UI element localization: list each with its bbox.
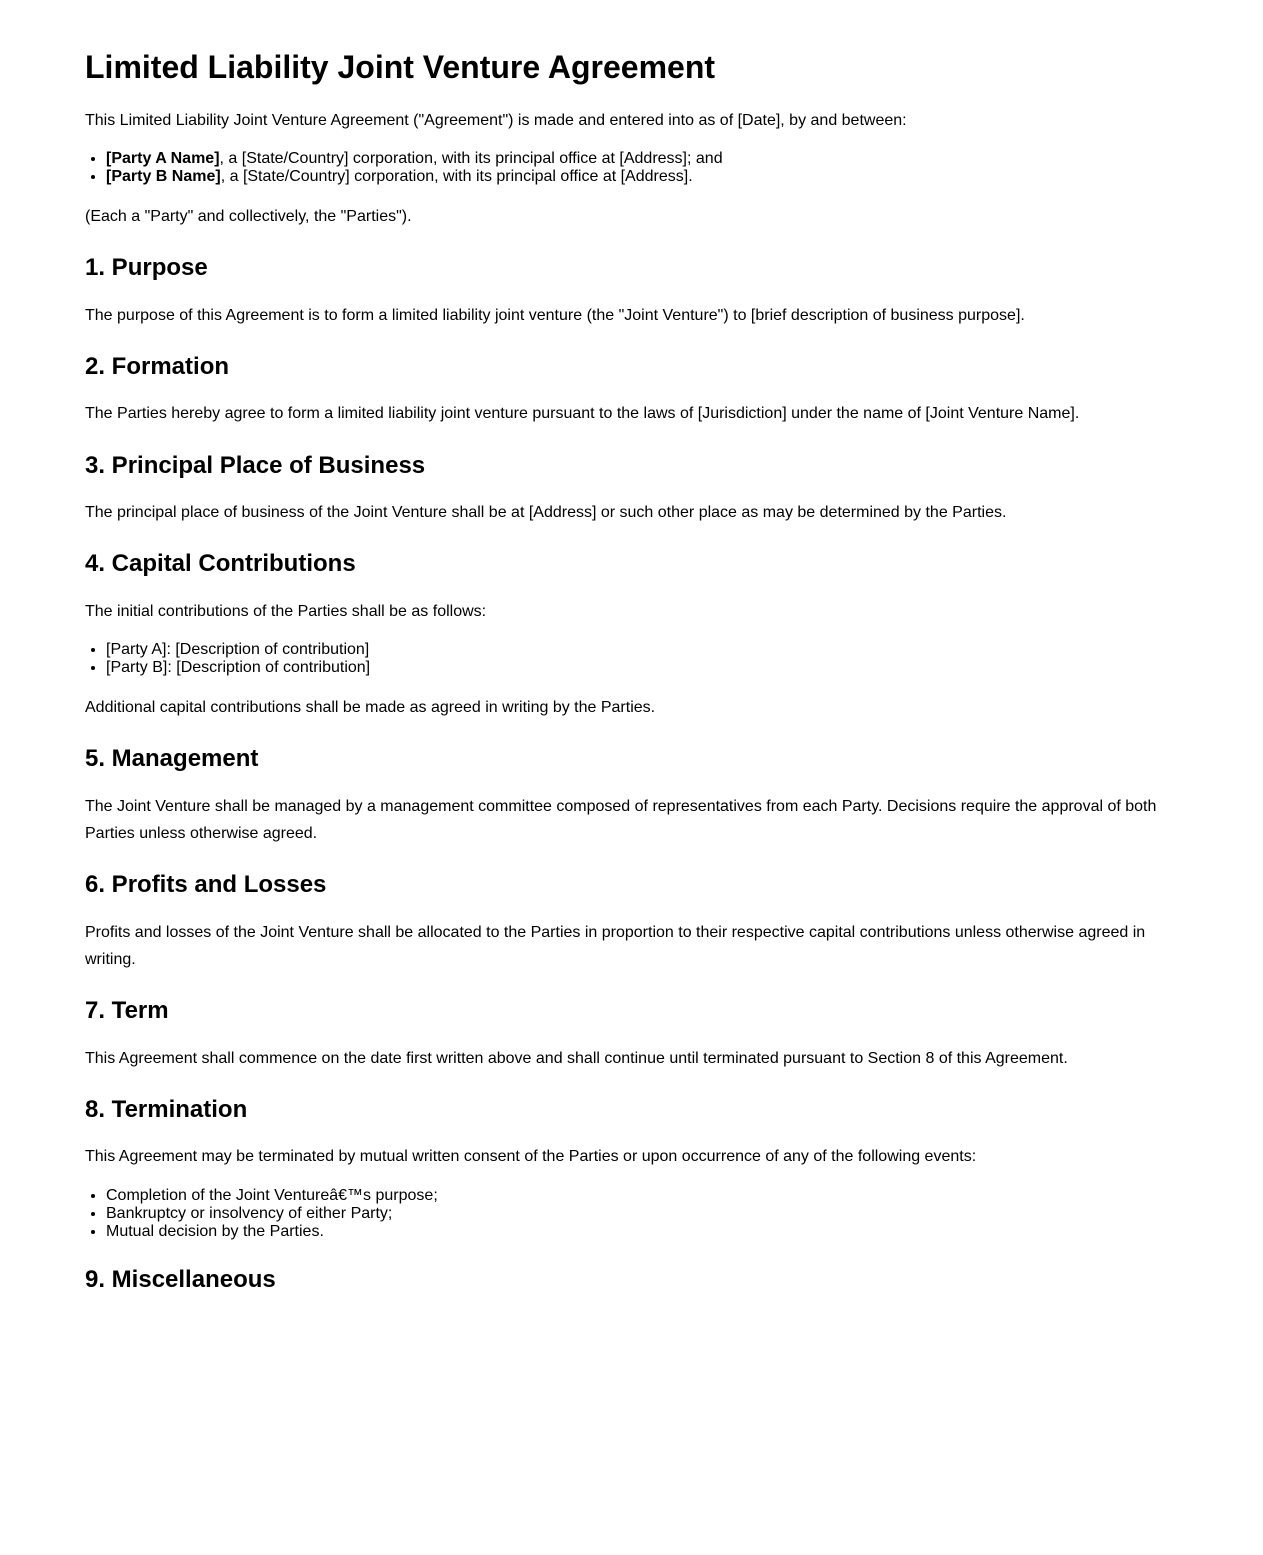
section-paragraph: The purpose of this Agreement is to form a limited liability joint venture (the "Joint Venture") to [brief description of business purpose].	[85, 306, 1025, 324]
intro-paragraph: This Limited Liability Joint Venture Agreement ("Agreement") is made and entered into as of [Date], by and between:	[85, 111, 907, 129]
section-heading: 2. Formation	[85, 352, 230, 380]
parties-note: (Each a "Party" and collectively, the "Parties").	[85, 207, 412, 225]
party-a-description: , a [State/Country] corporation, with its principal office at [Address]; and	[219, 149, 723, 167]
list-item: • Bankruptcy or insolvency of either Party;	[106, 1205, 1178, 1223]
party-item-a	[106, 150, 1178, 168]
section-heading: 7. Term	[85, 996, 169, 1024]
section-paragraph: The Parties hereby agree to form a limited liability joint venture pursuant to the laws of [Jurisdiction] under the name of [Joint Venture Name].	[85, 405, 1080, 423]
parties-list	[85, 150, 1178, 187]
section-heading: 5. Management	[85, 745, 259, 773]
section-list	[85, 1187, 1178, 1242]
party-b-name: [Party B Name]	[106, 168, 221, 186]
list-item: • Mutual decision by the Parties.	[106, 1223, 1178, 1241]
party-item-b	[106, 168, 1178, 186]
list-item: • [Party B]: [Description of contribution]	[106, 659, 1178, 677]
section-heading: 1. Purpose	[85, 253, 208, 281]
list-item: • Completion of the Joint Ventureâ€™s purpose;	[106, 1187, 1178, 1205]
section-heading: 9. Miscellaneous	[85, 1265, 276, 1293]
section-paragraph: The Joint Venture shall be managed by a management committee composed of representatives from each Party. Decisions require the approval of both Parties unless otherwise agreed.	[85, 797, 1157, 842]
section-heading: 4. Capital Contributions	[85, 550, 356, 578]
party-b-description: , a [State/Country] corporation, with its principal office at [Address].	[220, 168, 693, 186]
section-heading: 8. Termination	[85, 1095, 248, 1123]
document-title: Limited Liability Joint Venture Agreement	[85, 49, 716, 85]
sections-container	[85, 254, 1178, 1293]
party-a-name: [Party A Name]	[106, 149, 220, 167]
section-paragraph: This Agreement may be terminated by mutual written consent of the Parties or upon occurrence of any of the following events:	[85, 1148, 977, 1166]
section-paragraph: This Agreement shall commence on the date first written above and shall continue until terminated pursuant to Section 8 of this Agreement.	[85, 1049, 1068, 1067]
section-paragraph: The initial contributions of the Parties shall be as follows:	[85, 602, 487, 620]
section-paragraph: Profits and losses of the Joint Venture shall be allocated to the Parties in proportion to their respective capital contributions unless otherwise agreed in writing.	[85, 923, 1146, 968]
section-paragraph: Additional capital contributions shall be made as agreed in writing by the Parties.	[85, 698, 656, 716]
section-heading: 6. Profits and Losses	[85, 871, 327, 899]
section-heading: 3. Principal Place of Business	[85, 451, 426, 479]
list-item: • [Party A]: [Description of contribution]	[106, 641, 1178, 659]
section-paragraph: The principal place of business of the Joint Venture shall be at [Address] or such other place as may be determined by the Parties.	[85, 504, 1007, 522]
section-list	[85, 641, 1178, 678]
